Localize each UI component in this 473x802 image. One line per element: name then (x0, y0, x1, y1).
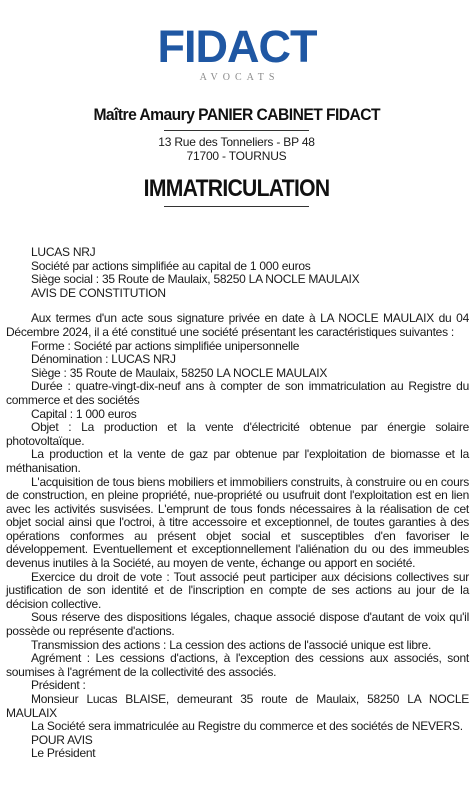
paragraph: Transmission des actions : La cession des actions de l'associé unique est libre. (31, 637, 432, 652)
paragraph: Président : (31, 678, 86, 693)
address-line-1: 13 Rue des Tonneliers - BP 48 (158, 135, 315, 149)
paragraph: Siège : 35 Route de Maulaix, 58250 LA NOCLE MAULAIX (31, 365, 328, 380)
logo-subtitle: AVOCATS (199, 72, 280, 83)
fidact-logo-mark (147, 22, 327, 66)
paragraph: Aux termes d'un acte sous signature privée en date à LA NOCLE MAULAIX du 04 Décembre 2024, il a été constitué une société présentant les caractéristiques suivantes : (6, 311, 469, 339)
paragraph: L'acquisition de tous biens mobiliers et immobiliers construits, à construire ou en cours de construction, en pleine propriété, nue-propriété ou usufruit dont l'exploitation est en lien avec les activités susvisées. L'emprunt de tous fonds nécessaires à la réalisation de cet objet social ainsi que l'octroi, à titre accessoire et exceptionnel, de toutes garanties à des opérations conformes au présent objet social et susceptibles d'en favoriser le développement. Eventuellement et exceptionnellement l'aliénation du ou des immeubles devenus inutiles à la Société, au moyen de vente, échange ou apport en société. (6, 474, 469, 571)
address-line-2: 71700 - TOURNUS (186, 149, 287, 163)
paragraph: Dénomination : LUCAS NRJ (31, 352, 176, 367)
paragraph: Capital : 1 000 euros (31, 406, 137, 421)
company-name: LUCAS NRJ (31, 245, 96, 259)
paragraph: Objet : La production et la vente d'électricité obtenue par énergie solaire photovoltaïque. (6, 420, 469, 448)
paragraph: La Société sera immatriculée au Registre du commerce et des sociétés de NEVERS. (31, 719, 463, 734)
paragraph: Exercice du droit de vote : Tout associé peut participer aux décisions collectives sur justification de son identité et de l'inscription en compte de ses actions au jour de la décision collective. (6, 569, 469, 611)
fidact-logo (0, 22, 473, 83)
paragraph: Durée : quatre-vingt-dix-neuf ans à compter de son immatriculation au Registre du commerce et des sociétés (6, 379, 469, 407)
notice-title-text: IMMATRICULATION (143, 175, 330, 202)
closing (6, 734, 469, 761)
company-seat: Siège social : 35 Route de Maulaix, 58250 LA NOCLE MAULAIX (31, 272, 360, 287)
paragraph: La production et la vente de gaz par obtenue par l'exploitation de biomasse et la méthanisation. (6, 447, 469, 475)
closing-line-2: Le Président (31, 746, 96, 761)
office-address (0, 135, 473, 163)
notice-title (0, 175, 473, 203)
divider (164, 130, 309, 131)
company-header (6, 246, 469, 300)
brand-text: FIDACT (157, 22, 316, 66)
paragraph: Sous réserve des dispositions légales, chaque associé dispose d'autant de voix qu'il possède ou représente d'actions. (6, 610, 469, 639)
office-name: Maître Amaury PANIER CABINET FIDACT (93, 105, 380, 124)
company-form: Société par actions simplifiée au capital de 1 000 euros (31, 258, 311, 273)
divider (164, 206, 309, 207)
office-block (0, 105, 473, 163)
notice-type: AVIS DE CONSTITUTION (31, 285, 166, 300)
fidact-wordmark (147, 22, 327, 66)
paragraph: Monsieur Lucas BLAISE, demeurant 35 route de Maulaix, 58250 LA NOCLE MAULAIX (6, 692, 469, 720)
paragraph: Forme : Société par actions simplifiée unipersonnelle (31, 338, 300, 353)
paragraph: Agrément : Les cessions d'actions, à l'exception des cessions aux associés, sont soumises à l'agrément de la collectivité des associés. (6, 651, 469, 679)
notice-body (0, 246, 473, 761)
closing-line-1: POUR AVIS (31, 732, 93, 747)
